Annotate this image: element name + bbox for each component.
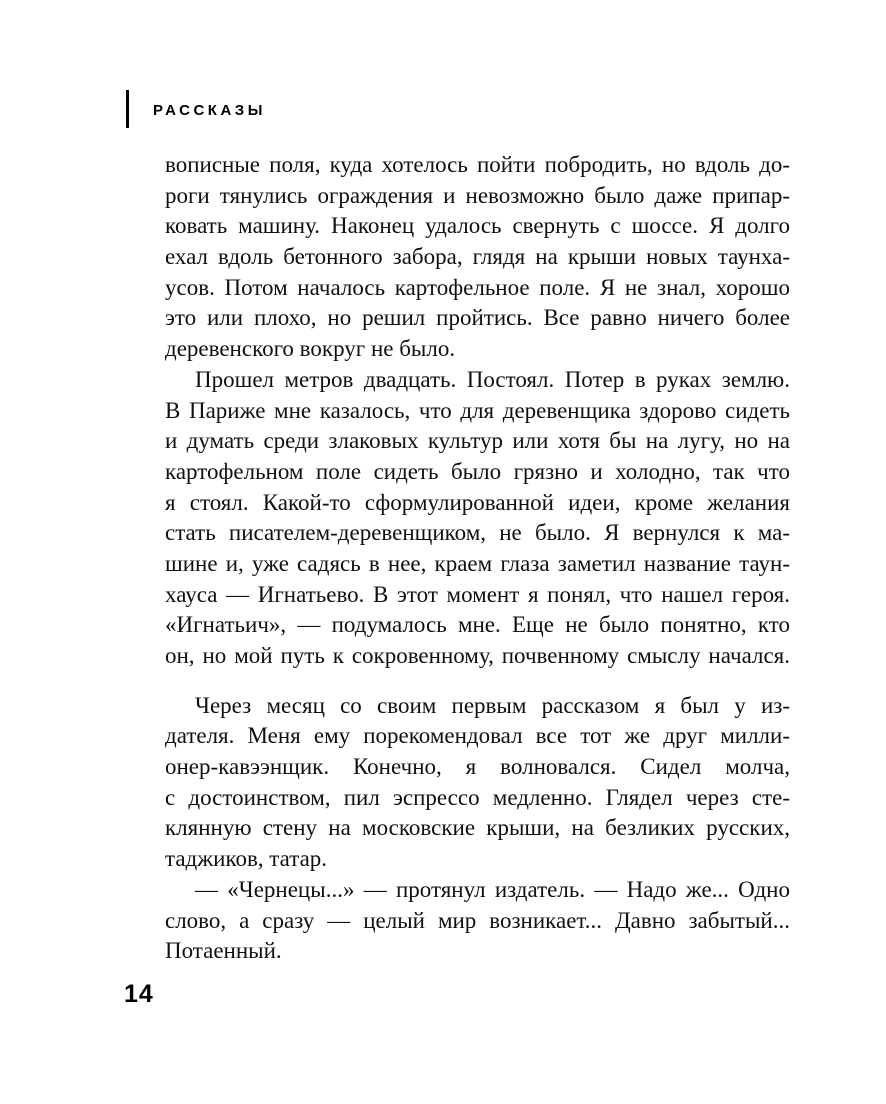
paragraph: [165, 150, 790, 365]
text-line: ковать машину. Наконец удалось свернуть с шоссе. Я долго: [165, 213, 790, 239]
text-line: ехал вдоль бетонного забора, глядя на крыши новых таунха-: [165, 244, 790, 270]
text-line: клянную стену на московские крыши, на безликих русских,: [165, 815, 790, 841]
text-line: В Париже мне казалось, что для деревенщика здорово сидеть: [165, 397, 790, 423]
text-line: деревенского вокруг не было.: [165, 336, 456, 362]
text-line: Через месяц со своим первым рассказом я был у из-: [195, 692, 790, 718]
body-text: [165, 150, 790, 967]
text-line: слово, а сразу — целый мир возникает... Давно забытый...: [165, 907, 790, 933]
running-header-label: РАССКАЗЫ: [153, 101, 266, 119]
text-line: — «Чернецы...» — протянул издатель. — Надо же... Одно: [195, 876, 790, 902]
text-line: шине и, уже садясь в нее, краем глаза заметил название таун-: [165, 550, 790, 576]
text-line: хауса — Игнатьево. В этот момент я понял, что нашел героя.: [165, 581, 790, 607]
text-line: я стоял. Какой-то сформулированной идеи, кроме желания: [165, 489, 790, 515]
header-rule: [126, 90, 129, 128]
text-line: Прошел метров двадцать. Постоял. Потер в руках землю.: [195, 366, 790, 392]
text-line: дателя. Меня ему порекомендовал все тот же друг милли-: [165, 723, 790, 749]
page-number: 14: [124, 980, 154, 1008]
paragraph: [165, 365, 790, 672]
text-line: «Игнатьич», — подумалось мне. Еще не было понятно, кто: [165, 612, 790, 638]
running-header: [126, 90, 266, 128]
text-line: это или плохо, но решил пройтись. Все равно ничего более: [165, 305, 790, 331]
paragraph: [165, 691, 790, 875]
text-line: таджиков, татар.: [165, 846, 328, 872]
text-line: картофельном поле сидеть было грязно и холодно, так что: [165, 458, 790, 484]
text-line: усов. Потом началось картофельное поле. Я не знал, хорошо: [165, 274, 790, 300]
text-line: с достоинством, пил эспрессо медленно. Глядел через сте-: [165, 784, 790, 810]
text-line: вописные поля, куда хотелось пойти побродить, но вдоль до-: [165, 152, 790, 177]
text-line: он, но мой путь к сокровенному, почвенному смыслу начался.: [165, 643, 790, 668]
paragraph: [165, 875, 790, 967]
text-line: Потаенный.: [165, 938, 282, 964]
text-line: онер-кавээнщик. Конечно, я волновался. Сидел молча,: [165, 754, 790, 780]
text-line: стать писателем-деревенщиком, не было. Я вернулся к ма-: [165, 520, 790, 546]
text-line: роги тянулись ограждения и невозможно было даже припар-: [165, 182, 790, 208]
text-line: и думать среди злаковых культур или хотя бы на лугу, но на: [165, 428, 790, 454]
